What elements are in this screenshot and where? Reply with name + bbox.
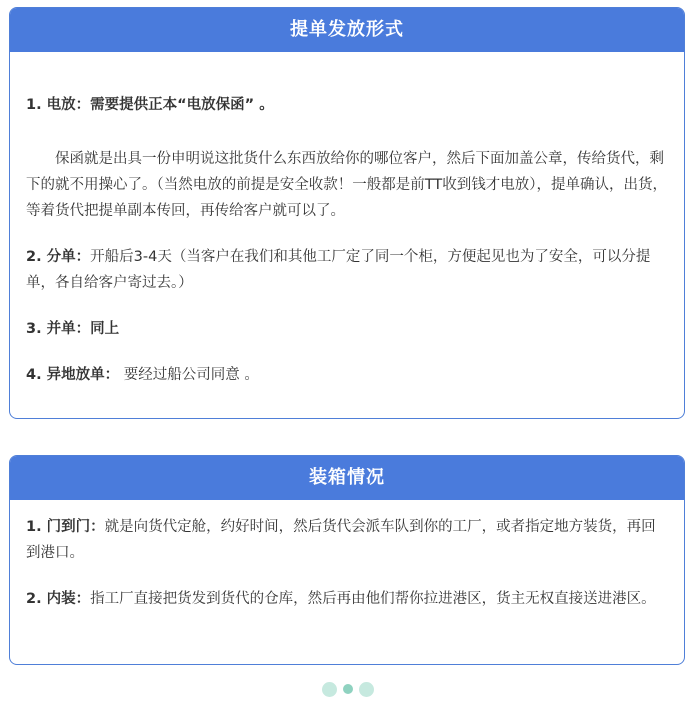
dot-icon bbox=[322, 682, 337, 697]
dot-icon bbox=[343, 684, 353, 694]
remote-release-text: 要经过船公司同意 。 bbox=[119, 367, 259, 383]
telex-release-item bbox=[26, 92, 668, 118]
inner-packing-text: 指工厂直接把货发到货代的仓库，然后再由他们帮你拉进港区，货主无权直接送进港区。 bbox=[90, 591, 656, 607]
dot-icon bbox=[359, 682, 374, 697]
release-form-body bbox=[10, 52, 684, 400]
merge-bill-label: 3. 并单： bbox=[26, 321, 91, 337]
release-form-title: 提单发放形式 bbox=[10, 8, 684, 52]
packing-body bbox=[10, 500, 684, 624]
split-bill-label: 2. 分单： bbox=[26, 249, 91, 265]
split-bill-item bbox=[26, 244, 668, 296]
packing-title: 装箱情况 bbox=[10, 456, 684, 500]
door-to-door-item bbox=[26, 514, 668, 566]
telex-release-text: 需要提供正本“电放保函” 。 bbox=[90, 97, 274, 113]
split-bill-text: 开船后3-4天（当客户在我们和其他工厂定了同一个柜，方便起见也为了安全，可以分提单，各自给客户寄过去。） bbox=[26, 249, 651, 291]
door-to-door-label: 1. 门到门： bbox=[26, 519, 105, 535]
packing-card bbox=[9, 455, 685, 665]
merge-bill-item bbox=[26, 316, 668, 342]
merge-bill-text: 同上 bbox=[90, 321, 120, 337]
remote-release-label: 4. 异地放单： bbox=[26, 367, 120, 383]
release-form-card bbox=[9, 7, 685, 419]
inner-packing-label: 2. 内装： bbox=[26, 591, 91, 607]
telex-release-detail: 保函就是出具一份申明说这批货什么东西放给你的哪位客户，然后下面加盖公章，传给货代，剩下的就不用操心了。（当然电放的前提是安全收款！一般都是前TT收到钱才电放），提单确认，出货，等着货代把提单副本传回，再传给客户就可以了。 bbox=[26, 151, 667, 219]
telex-release-label: 1. 电放： bbox=[26, 97, 91, 113]
door-to-door-text: 就是向货代定舱，约好时间，然后货代会派车队到你的工厂，或者指定地方装货，再回到港口。 bbox=[26, 519, 656, 561]
decorative-dots bbox=[0, 681, 696, 697]
remote-release-item bbox=[26, 362, 668, 388]
inner-packing-item bbox=[26, 586, 668, 612]
